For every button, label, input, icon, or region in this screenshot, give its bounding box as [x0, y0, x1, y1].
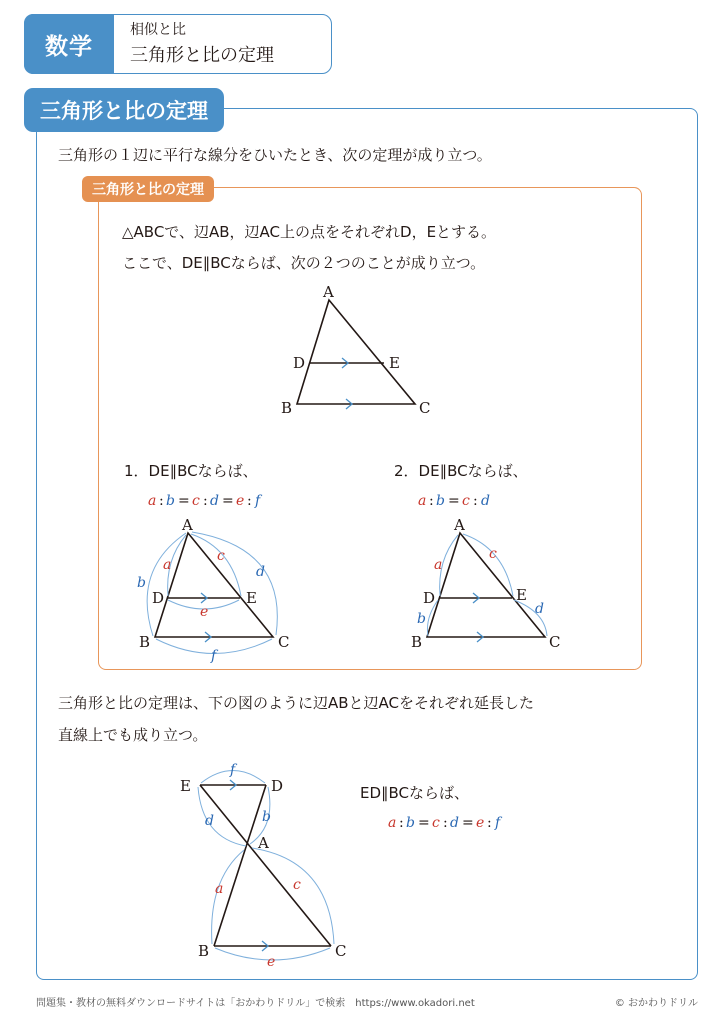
- subject-badge: 数学: [24, 14, 114, 74]
- diagram-text-64: f: [495, 815, 501, 831]
- diagram-text-5: a: [148, 493, 157, 509]
- theorem-title: 三角形と比の定理: [82, 176, 214, 202]
- case-1-diagram: [137, 516, 289, 664]
- diagram-text-9: c: [192, 493, 200, 509]
- diagram-text-19: =: [448, 493, 460, 509]
- diagram-text-26: B: [139, 633, 151, 651]
- vertex-C-label: C: [419, 399, 431, 417]
- diagram-text-60: d: [450, 815, 459, 831]
- diagram-text-10: :: [203, 493, 208, 509]
- diagram-text-57: =: [418, 815, 430, 831]
- theorem-line-2: ここで、DE∥BCならば、次の２つのことが成り立つ。: [122, 254, 486, 272]
- extension-line-1: 三角形と比の定理は、下の図のように辺ABと辺ACをそれぞれ延長した: [58, 694, 535, 712]
- section-title: 三角形と比の定理: [24, 88, 224, 132]
- diagram-text-49: d: [205, 813, 214, 829]
- vertex-A-label: A: [323, 283, 334, 301]
- diagram-text-11: d: [210, 493, 219, 509]
- case-1-ratio: [148, 493, 263, 509]
- diagram-text-7: b: [166, 493, 175, 509]
- diagram-text-44: D: [271, 777, 284, 795]
- diagram-text-56: b: [406, 815, 415, 831]
- extension-condition: ED∥BCならば、: [360, 784, 470, 802]
- diagram-text-46: B: [198, 942, 210, 960]
- diagram-text-27: C: [278, 633, 290, 651]
- intro-text: 三角形の１辺に平行な線分をひいたとき、次の定理が成り立つ。: [58, 146, 492, 164]
- diagram-text-12: =: [222, 493, 234, 509]
- diagram-text-51: a: [215, 881, 224, 897]
- diagram-text-48: f: [230, 762, 236, 778]
- diagram-text-35: D: [423, 589, 436, 607]
- diagram-text-18: b: [436, 493, 445, 509]
- vertex-B-label: B: [281, 399, 293, 417]
- extension-line-2: 直線上でも成り立つ。: [58, 726, 208, 744]
- diagram-text-38: C: [549, 633, 561, 651]
- diagram-text-14: :: [247, 493, 252, 509]
- case-2-diagram: [411, 516, 560, 651]
- diagram-text-24: D: [152, 589, 165, 607]
- diagram-text-28: a: [163, 557, 172, 573]
- extension-diagram: [180, 762, 346, 970]
- diagram-text-47: C: [335, 942, 347, 960]
- main-triangle-diagram: [281, 283, 430, 417]
- diagram-text-8: =: [178, 493, 190, 509]
- diagram-text-17: :: [429, 493, 434, 509]
- footer-right: © おかわりドリル: [614, 998, 698, 1009]
- diagram-text-16: a: [418, 493, 427, 509]
- diagram-text-40: b: [417, 611, 426, 627]
- diagram-text-13: e: [236, 493, 245, 509]
- diagram-text-37: B: [411, 633, 423, 651]
- diagram-text-53: e: [267, 954, 276, 970]
- diagram-text-41: c: [489, 546, 497, 562]
- diagram-text-32: e: [200, 604, 209, 620]
- diagram-text-22: d: [481, 493, 490, 509]
- case-2-condition: 2．DE∥BCならば、: [394, 462, 528, 480]
- diagram-text-29: b: [137, 575, 146, 591]
- diagram-text-45: A: [258, 834, 269, 852]
- vertex-D-label: D: [293, 354, 306, 372]
- vertex-E-label: E: [389, 354, 400, 372]
- diagram-text-21: :: [473, 493, 478, 509]
- diagram-text-30: c: [217, 548, 225, 564]
- diagram-text-15: f: [255, 493, 261, 509]
- case-2-ratio: [418, 493, 490, 509]
- diagram-text-42: d: [535, 601, 544, 617]
- diagram-text-34: A: [454, 516, 465, 534]
- diagram-text-58: c: [432, 815, 440, 831]
- diagram-text-31: d: [256, 564, 265, 580]
- diagram-text-55: :: [399, 815, 404, 831]
- diagram-text-39: a: [434, 557, 443, 573]
- diagram-text-61: =: [462, 815, 474, 831]
- diagram-text-25: E: [246, 589, 257, 607]
- unit-label: 相似と比: [130, 22, 186, 38]
- diagram-text-50: b: [262, 809, 271, 825]
- diagram-text-63: :: [487, 815, 492, 831]
- diagram-text-62: e: [476, 815, 485, 831]
- diagram-text-6: :: [159, 493, 164, 509]
- diagram-text-43: E: [180, 777, 191, 795]
- diagram-text-23: A: [182, 516, 193, 534]
- theorem-line-1: △ABCで、辺AB，辺AC上の点をそれぞれD，Eとする。: [122, 223, 497, 241]
- footer-left: 問題集・教材の無料ダウンロードサイトは「おかわりドリル」で検索 https://www.okadori.net: [36, 998, 475, 1009]
- topic-label: 三角形と比の定理: [130, 45, 274, 66]
- diagram-text-52: c: [293, 877, 301, 893]
- extension-ratio: [388, 815, 503, 831]
- case-1-condition: 1．DE∥BCならば、: [124, 462, 258, 480]
- diagram-text-36: E: [516, 586, 527, 604]
- diagram-text-54: a: [388, 815, 397, 831]
- diagram-text-20: c: [462, 493, 470, 509]
- diagram-text-33: f: [211, 648, 217, 664]
- diagram-text-59: :: [443, 815, 448, 831]
